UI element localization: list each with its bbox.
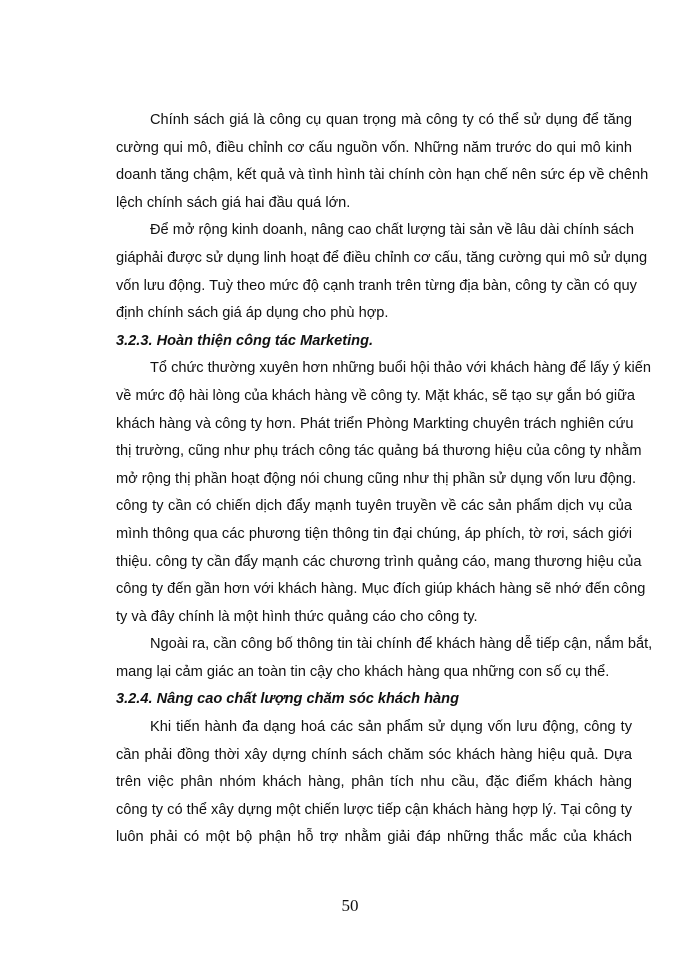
text-line: công ty cần có chiến dịch đẩy mạnh tuyên truyền về các sản phẩm dịch vụ của <box>116 498 632 515</box>
text-line: mình thông qua các phương tiện thông tin đại chúng, áp phích, tờ rơi, sách giới <box>116 525 632 542</box>
text-line: Để mở rộng kinh doanh, nâng cao chất lượng tài sản về lâu dài chính sách <box>150 222 635 239</box>
paragraph <box>116 714 632 852</box>
text-line: định chính sách giá áp dụng cho phù hợp. <box>116 305 389 322</box>
text-line: vốn lưu động. Tuỳ theo mức độ cạnh tranh trên từng địa bàn, công ty cần có quy <box>116 277 637 294</box>
text-line: giáphải được sử dụng linh hoạt để điều chỉnh cơ cấu, tăng cường qui mô sử dụng <box>116 249 648 266</box>
text-line: về mức độ hài lòng của khách hàng về công ty. Mặt khác, sẽ tạo sự gắn bó giữa <box>116 387 636 404</box>
text-line: luôn phải có một bộ phận hỗ trợ nhằm giải đáp những thắc mắc của khách <box>116 829 632 846</box>
text-line: Chính sách giá là công cụ quan trọng mà công ty có thể sử dụng để tăng <box>150 112 632 128</box>
text-line: ty và đây chính là một hình thức quảng cáo cho công ty. <box>116 608 478 625</box>
text-line: doanh tăng chậm, kết quả và tình hình tài chính còn hạn chế nên sức ép về chênh <box>116 167 649 184</box>
document-body <box>116 107 653 852</box>
text-line: cần phải đồng thời xây dựng chính sách chăm sóc khách hàng hiệu quả. Dựa <box>116 746 632 763</box>
text-line: khách hàng và công ty hơn. Phát triển Phòng Markting chuyên trách nghiên cứu <box>116 415 634 432</box>
paragraph <box>116 355 651 631</box>
paragraph <box>116 631 653 686</box>
text-line: lệch chính sách giá hai đầu quá lớn. <box>116 194 351 211</box>
text-line: công ty đến gần hơn với khách hàng. Mục đích giúp khách hàng sẽ nhớ đến công <box>116 581 646 598</box>
text-line: thị trường, cũng như phụ trách công tác quảng bá thương hiệu của công ty nhằm <box>116 443 642 460</box>
text-line: Ngoài ra, cần công bố thông tin tài chính để khách hàng dễ tiếp cận, nắm bắt, <box>150 636 653 653</box>
text-line: Tổ chức thường xuyên hơn những buổi hội thảo với khách hàng để lấy ý kiến <box>150 360 651 377</box>
section-heading: 3.2.3. Hoàn thiện công tác Marketing. <box>116 332 374 349</box>
paragraph <box>116 107 649 217</box>
text-line: trên việc phân nhóm khách hàng, phân tích nhu cầu, đặc điểm khách hàng <box>116 774 632 791</box>
text-line: mang lại cảm giác an toàn tin cậy cho khách hàng qua những con số cụ thể. <box>116 663 610 680</box>
paragraph <box>116 217 648 327</box>
page-number: 50 <box>341 896 359 915</box>
text-line: thiệu. công ty cần đẩy mạnh các chương trình quảng cáo, mang thương hiệu của <box>116 553 642 570</box>
section-heading: 3.2.4. Nâng cao chất lượng chăm sóc khách hàng <box>116 691 459 708</box>
text-line: mở rộng thị phần hoạt động nói chung cũng như thị phần sử dụng vốn lưu động. <box>116 470 637 487</box>
text-line: cường qui mô, điều chỉnh cơ cấu nguồn vốn. Những năm trước do qui mô kinh <box>116 139 632 156</box>
text-line: công ty có thể xây dựng một chiến lược tiếp cận khách hàng hợp lý. Tại công ty <box>116 801 632 818</box>
text-line: Khi tiến hành đa dạng hoá các sản phẩm sử dụng vốn lưu động, công ty <box>150 719 632 736</box>
